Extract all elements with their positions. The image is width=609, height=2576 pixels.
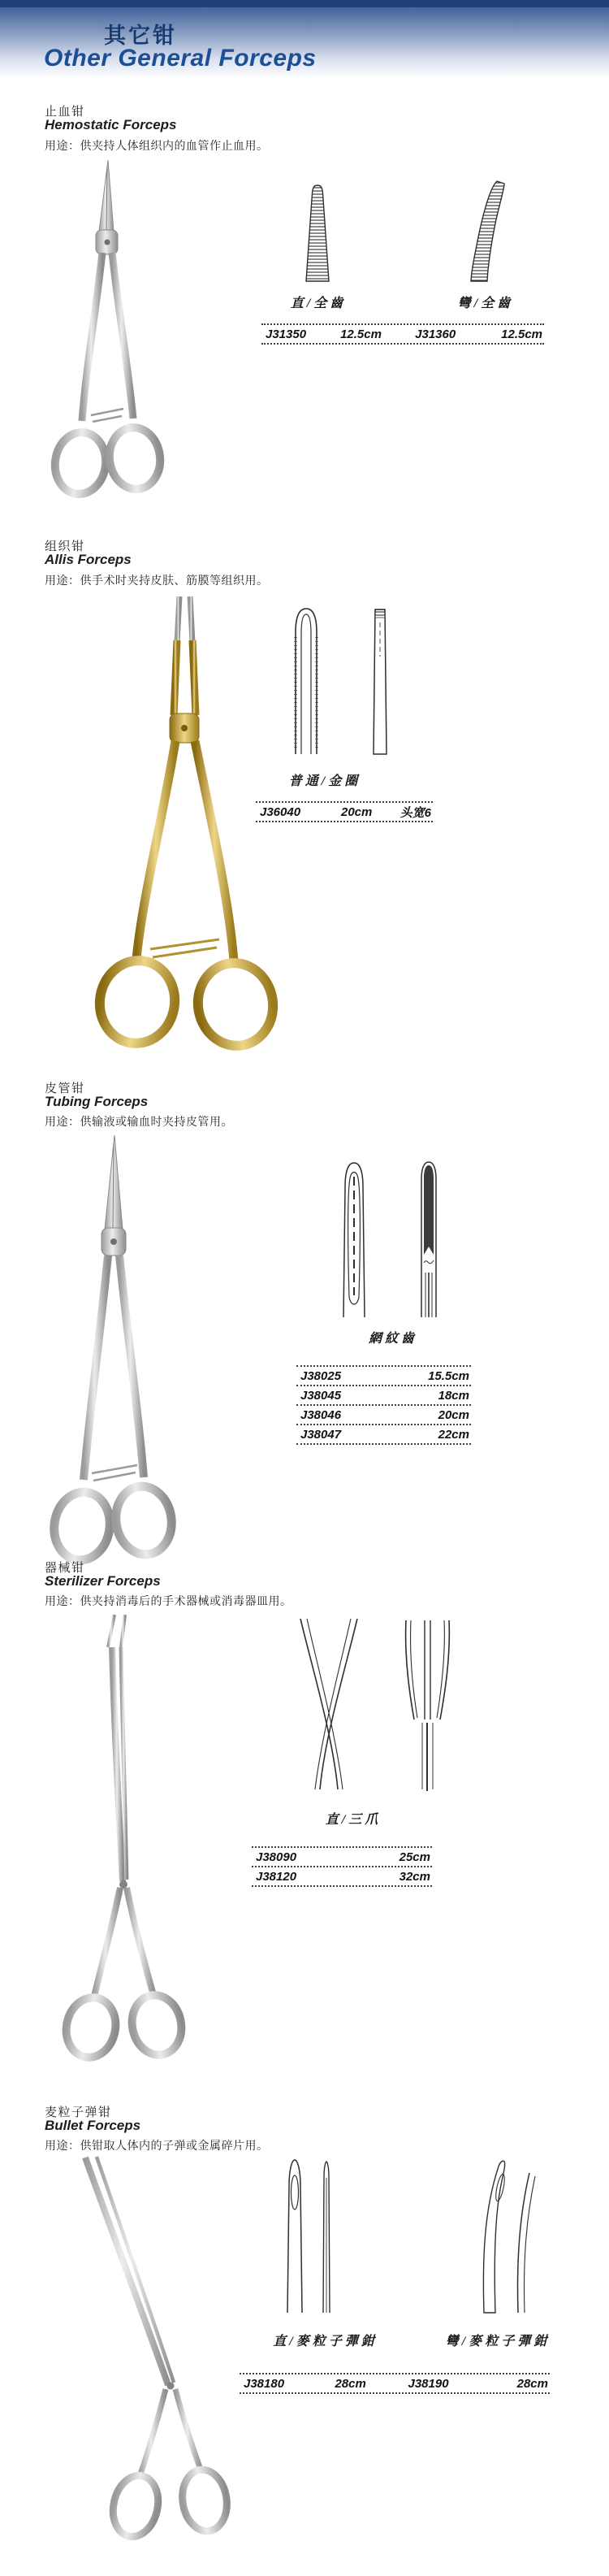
tip-drawing-straight-bullet [278,2153,339,2314]
spec-cell-size: 28cm [516,2376,548,2391]
section-sterilizer-title-zh: 器械钳 [45,1561,85,1575]
tubing-forceps-photo [45,1132,183,1605]
tip-drawing-mesh-jaw-side [417,1159,440,1318]
spec-cell-code: J38047 [300,1427,342,1442]
section-allis-title-en: Allis Forceps [45,552,132,567]
spec-cell-code: J38090 [256,1850,297,1864]
tip-drawing-curved-serrated [455,179,507,283]
page-title-zh: 其它钳 [104,24,177,48]
spec-cell-code: J38120 [256,1869,297,1884]
variant-label-normal-gold-ring: 普通/金圈 [288,774,361,788]
table-row [296,1367,471,1386]
spec-cell-size: 20cm [438,1407,469,1422]
spec-cell-size: 32cm [399,1869,430,1884]
spec-table-sterilizer [252,1846,432,1887]
section-hemostatic-title-zh: 止血钳 [45,105,85,119]
section-hemostatic-usage: 用途：供夹持人体组织内的血管作止血用。 [45,139,269,152]
spec-table-hemostatic [261,323,544,345]
tip-drawing-three-prong [398,1615,456,1793]
spec-cell-code: J38045 [300,1388,342,1403]
section-bullet-title-zh: 麦粒子弹钳 [45,2105,112,2119]
table-row [240,2374,550,2394]
tip-drawing-straight-serrated [300,184,335,283]
allis-forceps-photo [73,592,288,1067]
bullet-forceps-photo [69,2155,248,2576]
variant-label-curved-full-teeth: 彎/全齒 [457,297,514,310]
sterilizer-forceps-photo [45,1611,187,2084]
section-hemostatic-title-en: Hemostatic Forceps [45,117,177,132]
tip-drawing-loop-jaw [291,605,322,756]
spec-cell-size: 12.5cm [340,327,382,341]
table-row [296,1386,471,1406]
table-row [256,803,433,822]
spec-cell-code: J38046 [300,1407,342,1422]
tip-drawing-crossed-blades [291,1615,365,1793]
tip-drawing-mesh-jaw-front [339,1159,369,1318]
spec-table-bullet [240,2373,550,2394]
spec-cell-size: 12.5cm [501,327,543,341]
table-row [261,325,544,345]
spec-cell-size: 28cm [335,2376,366,2391]
spec-cell-size: 20cm [340,804,373,819]
spec-cell-size: 18cm [438,1388,469,1403]
section-bullet-usage: 用途：供钳取人体内的子弹或金属碎片用。 [45,2139,269,2152]
variant-label-straight-bullet: 直/麥粒子彈鉗 [273,2335,378,2348]
section-tubing-title-en: Tubing Forceps [45,1094,149,1109]
spec-cell-code: J38025 [300,1368,342,1383]
spec-cell-code: J36040 [260,804,301,819]
spec-cell-note: 头宽6 [400,805,431,820]
section-bullet-title-en: Bullet Forceps [45,2118,141,2133]
page-title-en: Other General Forceps [44,45,317,72]
variant-label-mesh-teeth: 網紋齒 [368,1332,417,1346]
section-sterilizer-usage: 用途：供夹持消毒后的手术器械或消毒器皿用。 [45,1594,292,1607]
spec-cell-code: J31350 [266,327,307,341]
section-tubing-title-zh: 皮管钳 [45,1082,85,1095]
section-sterilizer-title-en: Sterilizer Forceps [45,1573,161,1589]
spec-cell-code: J38180 [244,2376,285,2391]
tip-drawing-curved-bullet [471,2153,541,2314]
header-top-bar [0,0,609,7]
spec-cell-size: 15.5cm [428,1368,469,1383]
hemostatic-forceps-photo [45,157,167,524]
tip-drawing-flat-jaw [369,605,391,756]
table-row [252,1848,432,1867]
spec-table-allis [256,801,433,822]
spec-cell-size: 25cm [399,1850,430,1864]
variant-label-curved-bullet: 彎/麥粒子彈鉗 [445,2335,551,2348]
section-allis-usage: 用途：供手术时夹持皮肤、筋膜等组织用。 [45,574,269,587]
spec-cell-code: J38190 [408,2376,449,2391]
section-tubing-usage: 用途：供输液或输血时夹持皮管用。 [45,1115,233,1128]
table-row [296,1425,471,1445]
table-row [296,1406,471,1425]
spec-cell-size: 22cm [438,1427,469,1442]
variant-label-straight-full-teeth: 直/全齒 [290,297,347,310]
spec-table-tubing [296,1365,471,1445]
table-row [252,1867,432,1887]
spec-cell-code: J31360 [415,327,456,341]
variant-label-straight-three-claw: 直/三爪 [325,1813,382,1827]
section-allis-title-zh: 组织钳 [45,540,85,553]
